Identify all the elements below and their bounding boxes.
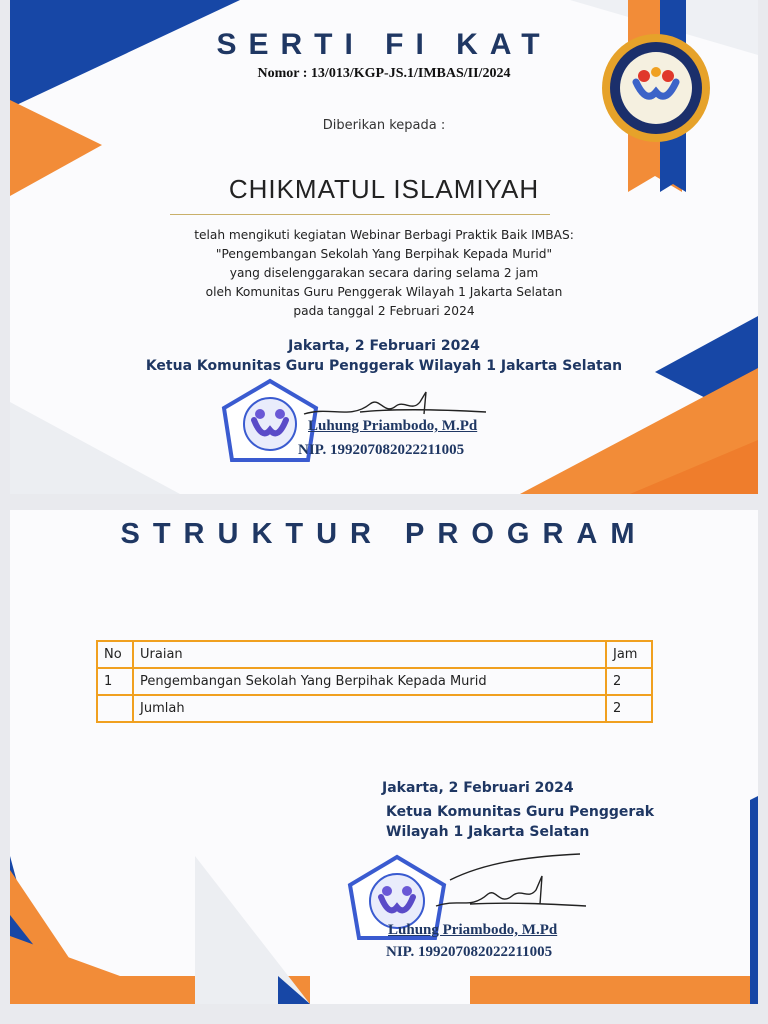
recipient-name: CHIKMATUL ISLAMIYAH <box>228 174 540 204</box>
signer-name: Luhung Priambodo, M.Pd <box>388 922 558 938</box>
program-page <box>10 510 758 1004</box>
table-cell: Pengembangan Sekolah Yang Berpihak Kepada Murid <box>133 668 606 695</box>
table-row <box>97 695 652 722</box>
certificate-title: SERTI FI KAT <box>216 28 552 61</box>
signer-nip: NIP. 199207082022211005 <box>298 442 465 458</box>
body-line: pada tanggal 2 Februari 2024 <box>293 304 475 318</box>
table-cell: 2 <box>606 668 652 695</box>
signature-scribble <box>430 850 590 920</box>
table-cell: 2 <box>606 695 652 722</box>
table-cell: Jumlah <box>133 695 606 722</box>
name-underline <box>170 214 550 215</box>
place-date: Jakarta, 2 Februari 2024 <box>382 780 574 796</box>
body-line: "Pengembangan Sekolah Yang Berpihak Kepada Murid" <box>215 247 553 261</box>
certificate-body <box>10 226 758 321</box>
program-title: STRUKTUR PROGRAM <box>120 518 648 550</box>
body-line: yang diselenggarakan secara daring selama 2 jam <box>229 266 539 280</box>
table-cell <box>97 695 133 722</box>
signer-position-region: Wilayah 1 Jakarta Selatan <box>386 824 590 840</box>
certificate-number: Nomor : 13/013/KGP-JS.1/IMBAS/II/2024 <box>257 66 511 81</box>
signer-position: Ketua Komunitas Guru Penggerak <box>386 804 655 820</box>
signer-name: Luhung Priambodo, M.Pd <box>308 418 478 434</box>
table-header: No <box>97 641 133 668</box>
table-row <box>97 668 652 695</box>
table-header: Jam <box>606 641 652 668</box>
signer-position: Ketua Komunitas Guru Penggerak Wilayah 1 Jakarta Selatan <box>145 358 623 374</box>
certificate-page <box>10 0 758 494</box>
body-line: oleh Komunitas Guru Penggerak Wilayah 1 Jakarta Selatan <box>205 285 563 299</box>
place-date: Jakarta, 2 Februari 2024 <box>288 338 480 354</box>
table-header-row <box>97 641 652 668</box>
body-line: telah mengikuti kegiatan Webinar Berbagi Praktik Baik IMBAS: <box>194 228 574 242</box>
given-to-label: Diberikan kepada : <box>322 118 446 133</box>
signer-nip: NIP. 199207082022211005 <box>386 944 553 960</box>
program-table <box>96 640 653 723</box>
table-cell: 1 <box>97 668 133 695</box>
table-header: Uraian <box>133 641 606 668</box>
